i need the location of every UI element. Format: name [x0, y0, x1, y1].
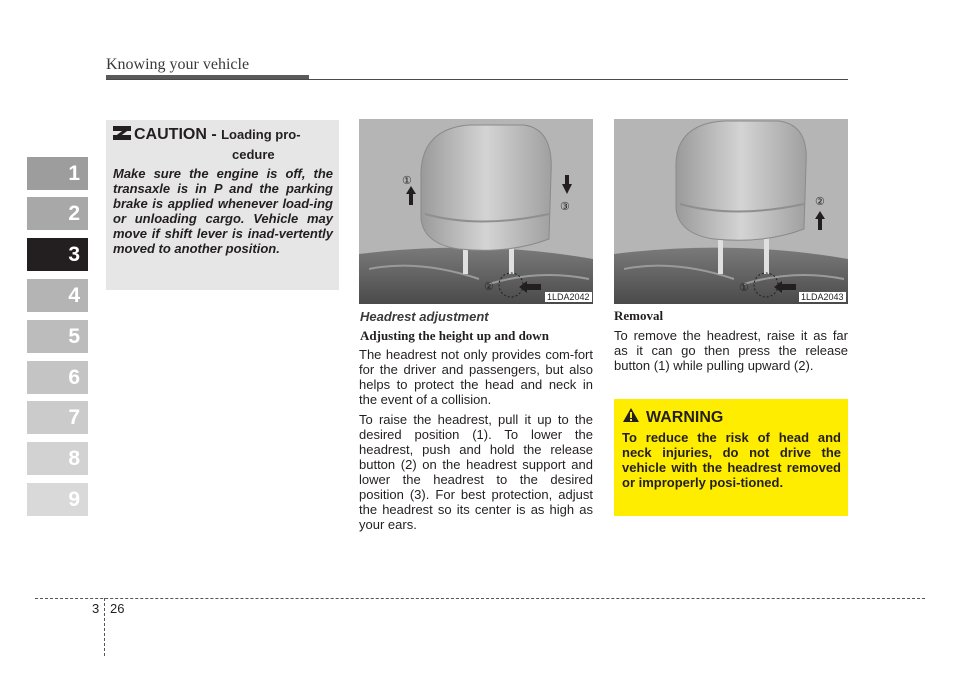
chapter-tab-4[interactable]: 4	[27, 279, 88, 312]
chapter-tab-8[interactable]: 8	[27, 442, 88, 475]
figure2-marker-1: ①	[739, 282, 749, 294]
caution-text: Make sure the engine is off, the transaxle is in P and the parking brake is applied whenever load-ing or unloading cargo. Vehicle may move if shift lever is inad-vertently moved to another position.	[113, 166, 333, 256]
figure1-marker-1: ①	[402, 175, 412, 187]
figure1-marker-2: ②	[484, 281, 494, 293]
footer-chapter-number: 3	[92, 601, 100, 616]
chapter-tab-1[interactable]: 1	[27, 157, 88, 190]
caution-icon	[113, 126, 131, 140]
headrest-adjustment-photo	[359, 119, 593, 304]
chapter-tab-9[interactable]: 9	[27, 483, 88, 516]
footer-rule	[35, 598, 925, 599]
chapter-tab-5[interactable]: 5	[27, 320, 88, 353]
chapter-tab-3-active[interactable]: 3	[27, 238, 88, 271]
caution-subtitle-1: Loading pro-	[221, 127, 301, 142]
figure2-code: 1LDA2043	[801, 292, 844, 302]
running-header: Knowing your vehicle	[106, 56, 250, 73]
header-rule	[106, 79, 848, 80]
adjust-paragraph-2: To raise the headrest, pull it up to the desired position (1). To lower the headrest, push and hold the release button (2) on the headrest support and lower the headrest to the desired position (3). For best protection, adjust the headrest so its center is as high as your ears.	[359, 412, 593, 532]
warning-triangle-icon	[622, 407, 640, 428]
chapter-tab-7[interactable]: 7	[27, 401, 88, 434]
adjust-paragraph-1: The headrest not only provides com-fort for the driver and passengers, but also helps to protect the head and neck in the event of a collision.	[359, 347, 593, 407]
figure1-caption: Headrest adjustment	[360, 309, 489, 324]
figure1-code: 1LDA2042	[547, 292, 590, 302]
warning-label: WARNING	[646, 408, 724, 426]
figure2-marker-2: ②	[815, 196, 825, 208]
warning-text: To reduce the risk of head and neck injuries, do not drive the vehicle with the headrest removed or improperly posi-tioned.	[622, 430, 841, 490]
caution-subtitle-2: cedure	[232, 147, 275, 162]
chapter-tab-2[interactable]: 2	[27, 197, 88, 230]
chapter-tab-6[interactable]: 6	[27, 361, 88, 394]
footer-divider	[104, 598, 105, 656]
headrest-removal-photo	[614, 119, 848, 304]
figure1-marker-3: ③	[560, 201, 570, 213]
warning-title	[622, 407, 723, 428]
footer-page-number: 26	[110, 601, 125, 616]
caution-label: CAUTION -	[134, 126, 222, 143]
removal-heading: Removal	[614, 308, 664, 323]
caution-title	[113, 125, 335, 144]
removal-paragraph: To remove the headrest, raise it as far as it can go then press the release button (1) while pulling upward (2).	[614, 328, 848, 373]
adjust-heading: Adjusting the height up and down	[360, 328, 549, 343]
